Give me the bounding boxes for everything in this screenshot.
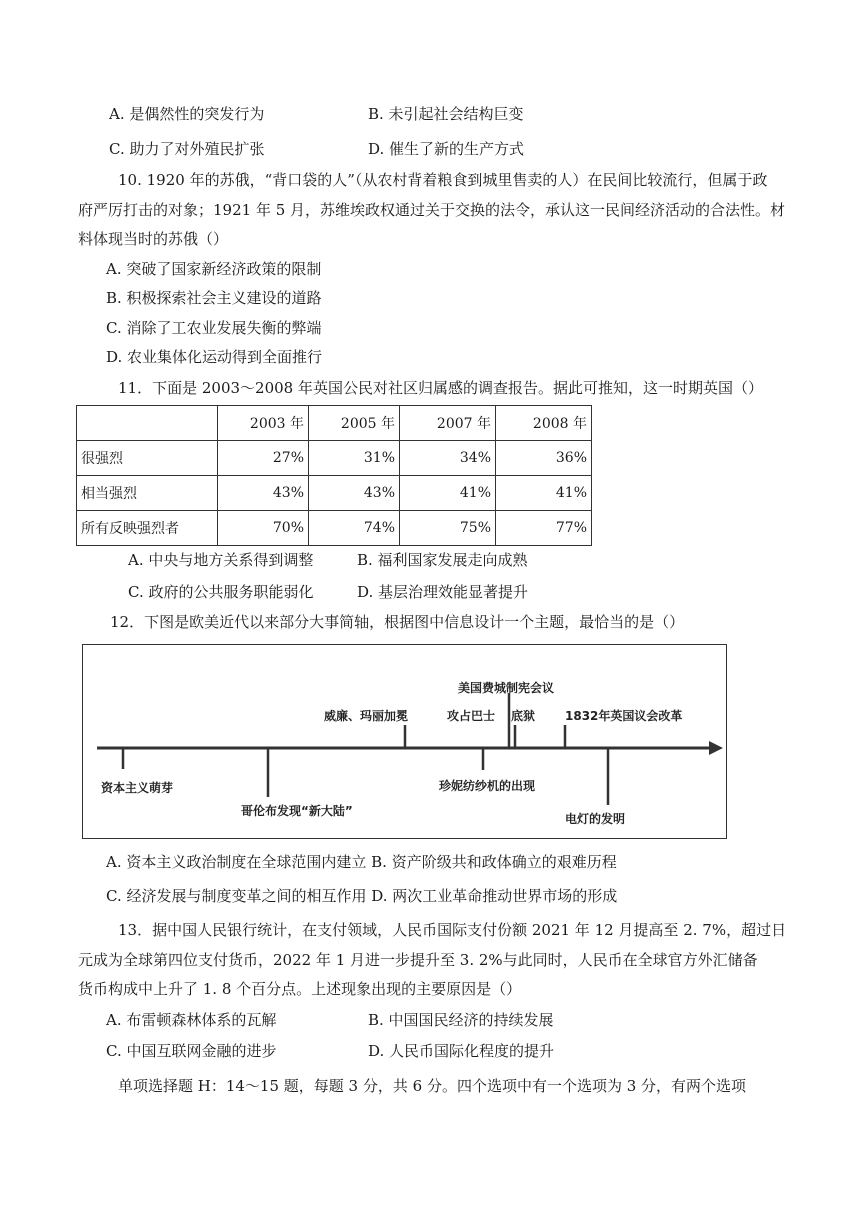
table-cell: 41% (400, 476, 496, 511)
survey-table (76, 405, 592, 546)
table-header-cell: 2008 年 (496, 406, 592, 441)
table-cell: 43% (218, 476, 309, 511)
q13-option-d: D. 人民币国际化程度的提升 (368, 1042, 555, 1060)
table-cell: 43% (309, 476, 400, 511)
table-cell: 70% (218, 511, 309, 546)
table-cell: 36% (496, 441, 592, 476)
q11-option-c: C. 政府的公共服务职能弱化 (128, 583, 314, 601)
timeline-label-bastille-part2: 底狱 (511, 709, 536, 723)
q11-option-d: D. 基层治理效能显著提升 (357, 583, 529, 601)
table-header-row (77, 406, 592, 441)
section-note: 单项选择题 H：14～15 题，每题 3 分，共 6 分。四个选项中有一个选项为 3 分，有两个选项 (118, 1077, 747, 1095)
table-header-cell: 2007 年 (400, 406, 496, 441)
q9-option-b: B. 未引起社会结构巨变 (368, 105, 524, 123)
table-cell: 34% (400, 441, 496, 476)
table-row (77, 511, 592, 546)
q13-option-c: C. 中国互联网金融的进步 (106, 1042, 277, 1060)
q13-option-b: B. 中国国民经济的持续发展 (368, 1011, 554, 1029)
table-cell: 74% (309, 511, 400, 546)
q10-option-a: A. 突破了国家新经济政策的限制 (106, 260, 322, 278)
table-header-cell: 2003 年 (218, 406, 309, 441)
table-row (77, 441, 592, 476)
q10-option-d: D. 农业集体化运动得到全面推行 (106, 348, 323, 366)
table-cell: 75% (400, 511, 496, 546)
q10-option-b: B. 积极探索社会主义建设的道路 (106, 289, 322, 307)
timeline-label-bastille-part1: 攻占巴士 (447, 709, 496, 723)
timeline-axis-graphic (83, 645, 728, 840)
q13-stem-line3: 货币构成中上升了 1. 8 个百分点。上述现象出现的主要原因是（） (78, 980, 522, 998)
q13-stem-line2: 元成为全球第四位支付货币，2022 年 1 月进一步提升至 3. 2%与此同时，人民币在全球官方外汇储备 (78, 951, 758, 969)
table-corner-cell (77, 406, 218, 441)
q11-option-a: A. 中央与地方关系得到调整 (128, 551, 314, 569)
q12-options-cd: C. 经济发展与制度变革之间的相互作用 D. 两次工业革命推动世界市场的形成 (106, 887, 618, 905)
q11-option-b: B. 福利国家发展走向成熟 (357, 551, 528, 569)
table-row-label: 很强烈 (77, 441, 218, 476)
timeline-figure (82, 644, 727, 839)
q9-option-d: D. 催生了新的生产方式 (368, 140, 525, 158)
timeline-label-reform-1832: 1832年英国议会改革 (565, 709, 683, 723)
table-row (77, 476, 592, 511)
table-cell: 41% (496, 476, 592, 511)
timeline-label-spinning-jenny: 珍妮纺纱机的出现 (439, 779, 536, 793)
q9-option-a: A. 是偶然性的突发行为 (109, 105, 265, 123)
q12-options-ab: A. 资本主义政治制度在全球范围内建立 B. 资产阶级共和政体确立的艰难历程 (106, 853, 617, 871)
q11-stem: 11．下面是 2003～2008 年英国公民对社区归属感的调查报告。据此可推知，这一时期英国（） (118, 379, 763, 397)
q13-stem-line1: 13．据中国人民银行统计，在支付领域，人民币国际支付份额 2021 年 12 月提高至 2. 7%，超过日 (118, 921, 787, 939)
q10-stem-line3: 料体现当时的苏俄（） (78, 230, 229, 248)
timeline-label-capitalism-sprouts: 资本主义萌芽 (101, 781, 174, 795)
q9-option-c: C. 助力了对外殖民扩张 (109, 140, 265, 158)
table-row-label: 相当强烈 (77, 476, 218, 511)
table-cell: 31% (309, 441, 400, 476)
timeline-label-columbus: 哥伦布发现“新大陆” (241, 804, 353, 818)
table-row-label: 所有反映强烈者 (77, 511, 218, 546)
timeline-label-philadelphia: 美国费城制宪会议 (458, 681, 555, 695)
table-cell: 27% (218, 441, 309, 476)
q10-stem-line2: 府严厉打击的对象；1921 年 5 月，苏维埃政权通过关于交换的法令，承认这一民间经济活动的合法性。材 (78, 201, 786, 219)
timeline-arrowhead (709, 741, 723, 755)
q10-option-c: C. 消除了工农业发展失衡的弊端 (106, 319, 322, 337)
q13-option-a: A. 布雷顿森林体系的瓦解 (106, 1011, 277, 1029)
table-header-cell: 2005 年 (309, 406, 400, 441)
table-cell: 77% (496, 511, 592, 546)
q10-stem-line1: 10. 1920 年的苏俄，“背口袋的人”（从农村背着粮食到城里售卖的人）在民间比较流行，但属于政 (118, 171, 768, 189)
timeline-label-william-mary: 威廉、玛丽加冕 (324, 709, 409, 723)
q12-stem: 12．下图是欧美近代以来部分大事简轴，根据图中信息设计一个主题，最恰当的是（） (110, 613, 685, 631)
timeline-label-electric-light: 电灯的发明 (565, 812, 626, 826)
